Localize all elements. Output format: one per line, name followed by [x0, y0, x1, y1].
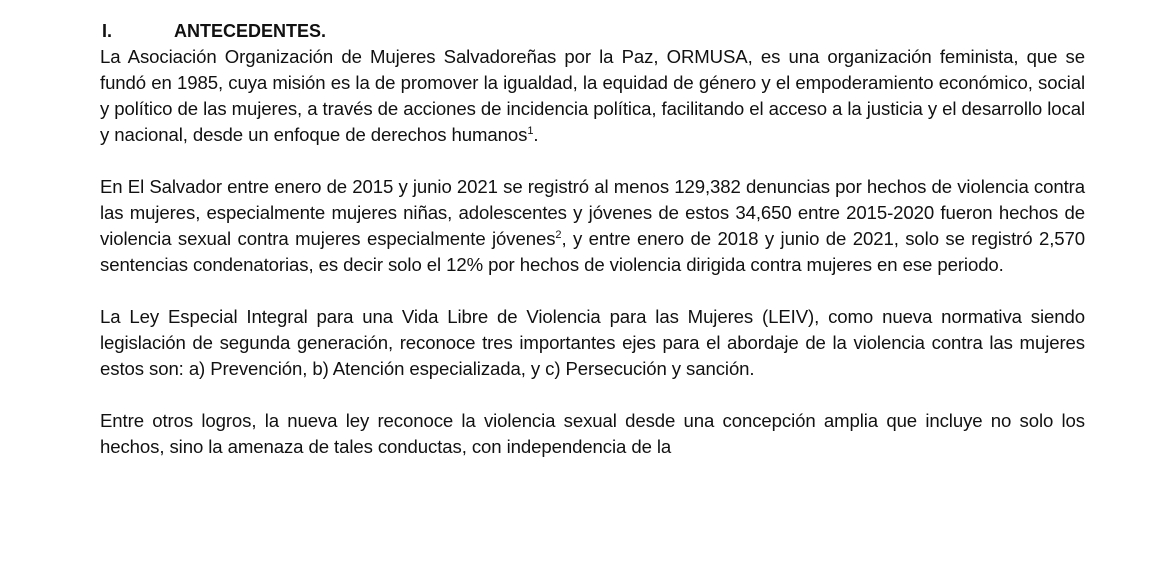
paragraph-text: La Ley Especial Integral para una Vida Libre de Violencia para las Mujeres (LEIV), como nueva normativa siendo legislación de segunda generación, reconoce tres importantes ejes para el abordaje de la violencia contra las mujeres estos son: a) Prevención, b) Atención especializada, y c) Persecución y sanción.	[100, 306, 1085, 379]
document-page	[100, 18, 1085, 486]
paragraph-text: En El Salvador entre enero de 2015 y junio 2021 se registró al menos 129,382 denuncias por hechos de violencia contra las mujeres, especialmente mujeres niñas, adolescentes y jóvenes de estos 34,650 entre 2015-2020 fueron hechos de violencia sexual contra mujeres especialmente jóvenes	[100, 176, 1085, 249]
paragraph-leiv	[100, 304, 1085, 382]
section-heading	[100, 18, 1085, 44]
paragraph-achievements	[100, 408, 1085, 460]
footnote-marker: 1	[527, 124, 534, 137]
paragraph-text: Entre otros logros, la nueva ley reconoce la violencia sexual desde una concepción amplia que incluye no solo los hechos, sino la amenaza de tales conductas, con independencia de la	[100, 410, 1085, 457]
paragraph-text: La Asociación Organización de Mujeres Salvadoreñas por la Paz, ORMUSA, es una organización feminista, que se fundó en 1985, cuya misión es la de promover la igualdad, la equidad de género y el empoderamiento económico, social y político de las mujeres, a través de acciones de incidencia política, facilitando el acceso a la justicia y el desarrollo local y nacional, desde un enfoque de derechos humanos	[100, 46, 1085, 145]
footnote-marker: 2	[555, 228, 562, 241]
paragraph-text: .	[533, 124, 539, 145]
section-title: ANTECEDENTES.	[174, 21, 327, 41]
paragraph-text: , y entre enero de 2018 y junio de 2021, solo se registró 2,570 sentencias condenatorias, es decir solo el 12% por hechos de violencia dirigida contra mujeres en ese periodo.	[100, 228, 1085, 275]
paragraph-statistics	[100, 174, 1085, 278]
paragraph-ormusa	[100, 44, 1085, 148]
section-number: I.	[102, 21, 113, 41]
